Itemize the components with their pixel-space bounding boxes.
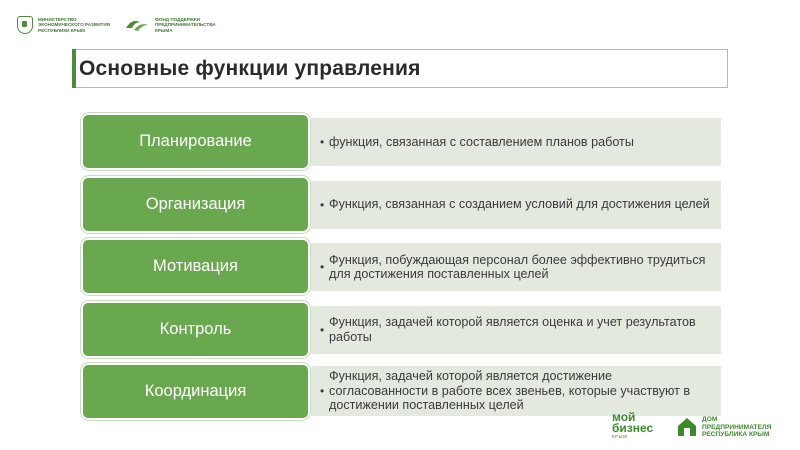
moi-biznes-line1: мой (612, 410, 636, 424)
ministry-logo-text: МИНИСТЕРСТВО ЭКОНОМИЧЕСКОГО РАЗВИТИЯ РЕСПУБЛИКИ КРЫМ (38, 17, 110, 33)
moi-biznes-region: КРЫМ (612, 434, 628, 439)
function-row-planning (81, 113, 721, 176)
ministry-logo (17, 16, 116, 34)
function-description-text: Функция, задачей которой является достижение согласованности в работе всех звеньев, которые участвуют в достижении поставленных целей (329, 369, 691, 413)
function-description (311, 306, 721, 354)
fund-logo (124, 16, 229, 34)
function-label: Контроль (81, 301, 310, 358)
function-label: Координация (81, 363, 310, 420)
crest-icon (17, 16, 33, 34)
function-description-text: Функция, задачей которой является оценка и учет результатов работы (329, 315, 696, 344)
title-box (72, 49, 728, 88)
function-description (311, 366, 721, 416)
functions-list (81, 113, 721, 426)
function-description (311, 118, 721, 166)
function-label: Организация (81, 176, 310, 233)
function-label: Мотивация (81, 238, 310, 295)
bullet-icon: • (320, 134, 325, 149)
function-description-text: функция, связанная с составлением планов работы (329, 134, 634, 149)
function-description-text: Функция, связанная с созданием условий для достижения целей (329, 197, 710, 212)
dom-predprinimatelya-logo (676, 416, 794, 439)
fund-mark-icon (124, 16, 150, 34)
dom-line3: РЕСПУБЛИКА КРЫМ (702, 431, 770, 438)
dom-logo-text (702, 416, 794, 439)
house-icon (676, 416, 698, 438)
dom-line2: ПРЕДПРИНИМАТЕЛЯ (702, 423, 772, 431)
page-title: Основные функции управления (79, 56, 421, 80)
bullet-icon: • (320, 197, 325, 212)
fund-logo-text: ФОНД ПОДДЕРЖКИ ПРЕДПРИНИМАТЕЛЬСТВА КРЫМА (155, 17, 216, 33)
bullet-icon: • (320, 383, 325, 398)
function-label: Планирование (81, 113, 310, 170)
bullet-icon: • (320, 259, 325, 274)
moi-biznes-line2: бизнес (612, 421, 654, 435)
function-row-organization (81, 176, 721, 239)
function-description (311, 181, 721, 229)
function-row-motivation (81, 238, 721, 301)
dom-line1: ДОМ (702, 416, 718, 423)
bullet-icon: • (320, 322, 325, 337)
function-row-control (81, 301, 721, 364)
function-description (311, 243, 721, 291)
moi-biznes-logo (612, 412, 658, 442)
function-description-text: Функция, побуждающая персонал более эффективно трудиться для достижения поставленных целей (329, 252, 706, 281)
